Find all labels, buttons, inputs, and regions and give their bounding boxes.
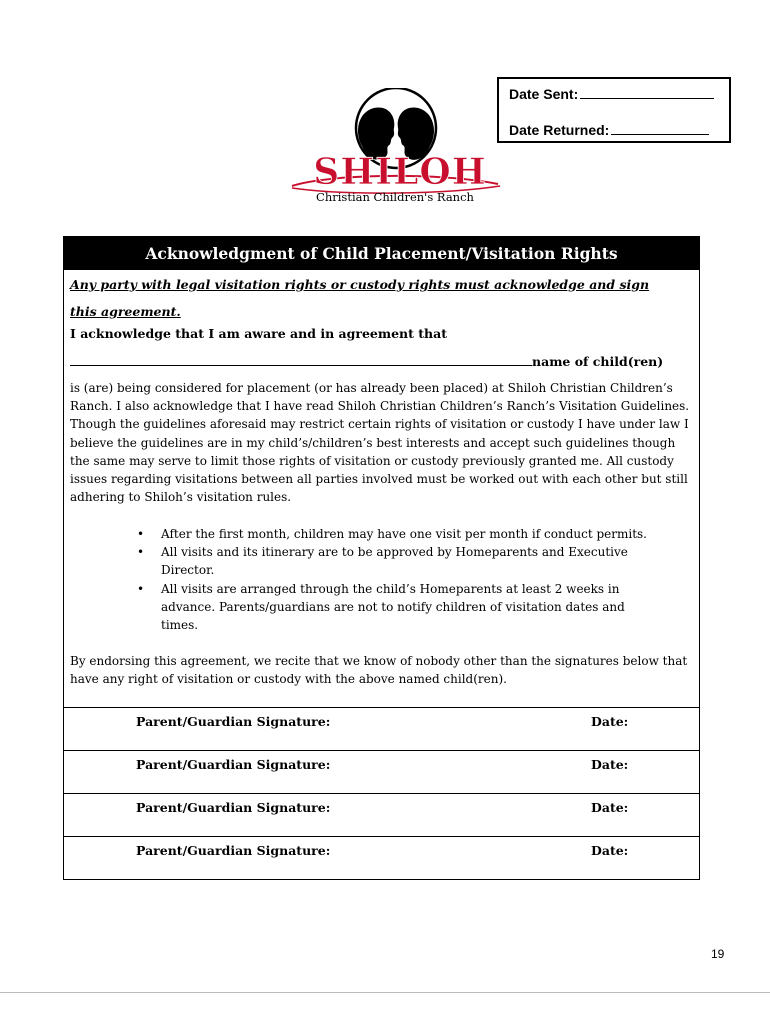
date-sent-row[interactable] [509, 86, 714, 102]
date-sent-label: Date Sent: [509, 86, 579, 102]
list-item [130, 543, 650, 579]
logo-name: SHILOH [313, 151, 487, 193]
date-label: Date: [591, 800, 629, 815]
date-label: Date: [591, 757, 629, 772]
date-box [497, 77, 731, 143]
signature-label: Parent/Guardian Signature: [136, 800, 331, 815]
form-title: Acknowledgment of Child Placement/Visitation Rights [64, 237, 699, 270]
child-name-label: name of child(ren) [532, 354, 664, 369]
visitation-rules-list [130, 525, 650, 634]
signature-row[interactable] [64, 707, 699, 750]
endorsement-paragraph: By endorsing this agreement, we recite that we know of nobody other than the signatures below that have any right of visitation or custody with the above named child(ren). [70, 654, 688, 687]
rule-text: After the first month, children may have one visit per month if conduct permits. [161, 527, 647, 541]
list-item [130, 580, 650, 635]
rule-text: All visits and its itinerary are to be approved by Homeparents and Executive Director. [161, 545, 628, 578]
child-name-line[interactable] [70, 352, 663, 371]
logo-subtitle: Christian Children's Ranch [316, 190, 474, 204]
rule-text: All visits are arranged through the child’s Homeparents at least 2 weeks in advance. Parents/guardians are not to notify children of visitation dates and times. [161, 581, 625, 633]
date-returned-blank [611, 122, 709, 135]
placement-paragraph: is (are) being considered for placement (or has already been placed) at Shiloh Christian Children’s Ranch. I also acknowledge that I have read Shiloh Christian Children’s Ranch’s Visitation Guidelines. Though the guidelines aforesaid may restrict certain rights of visitation or custody I have under law I believe the guidelines are in my child’s/children’s best interests and accept such guidelines though the same may serve to limit those rights of visitation or custody previously granted me. All custody issues regarding visitations between all parties involved must be worked out with each other but still adhering to Shiloh’s visitation rules. [70, 381, 690, 505]
page-number: 19 [711, 947, 725, 961]
list-item [130, 525, 650, 543]
signature-row[interactable] [64, 836, 699, 879]
acknowledgment-form [63, 236, 700, 880]
bullet-icon: • [137, 545, 145, 560]
signature-label: Parent/Guardian Signature: [136, 757, 331, 772]
signature-label: Parent/Guardian Signature: [136, 714, 331, 729]
child-name-blank[interactable] [70, 352, 532, 366]
bullet-icon: • [137, 581, 145, 596]
date-sent-blank [580, 86, 714, 99]
date-label: Date: [591, 843, 629, 858]
acknowledge-line: I acknowledge that I am aware and in agreement that [70, 326, 447, 341]
bullet-icon: • [137, 527, 145, 541]
signature-row[interactable] [64, 793, 699, 836]
signature-label: Parent/Guardian Signature: [136, 843, 331, 858]
date-returned-row[interactable] [509, 122, 709, 138]
date-label: Date: [591, 714, 629, 729]
page-divider [0, 992, 770, 993]
signature-row[interactable] [64, 750, 699, 793]
shiloh-logo [288, 88, 504, 208]
date-returned-label: Date Returned: [509, 122, 610, 138]
lead-statement: Any party with legal visitation rights or custody rights must acknowledge and sign this agreement. [70, 277, 650, 319]
